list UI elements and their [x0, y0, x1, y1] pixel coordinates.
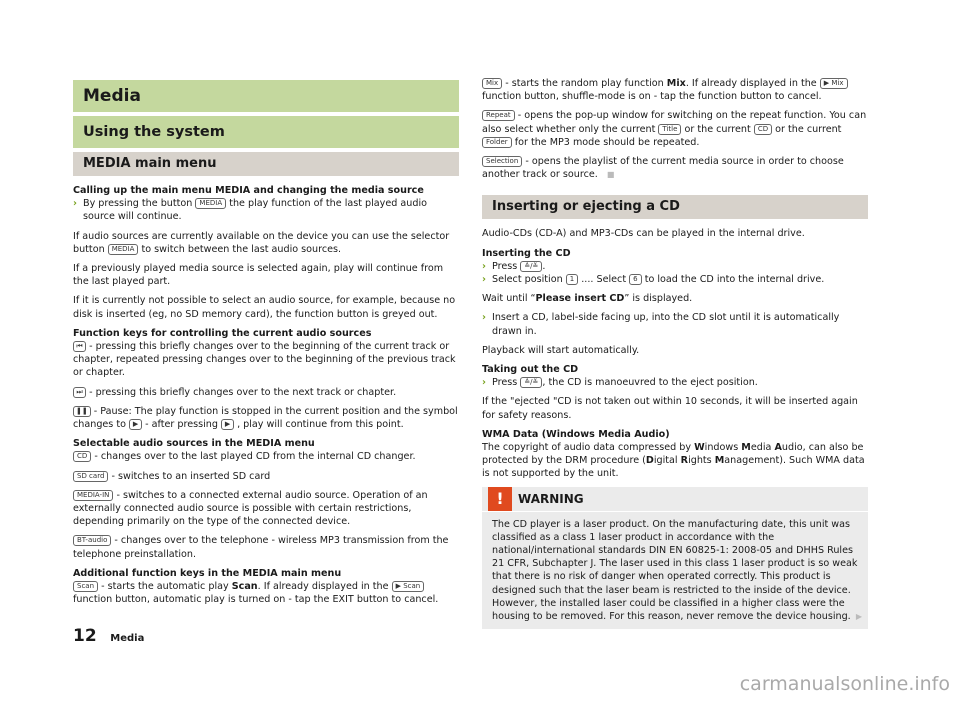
- media-in-key: MEDIA-IN: [73, 490, 113, 501]
- next-track-icon: ⏭: [73, 387, 86, 398]
- folder-key: Folder: [482, 137, 512, 148]
- paragraph: MEDIA-IN - switches to a connected external audio source. Operation of an externally connected audio source is possible with certain restrictions, depending primarily on the type of the connected device.: [73, 489, 428, 528]
- additional-keys-heading: Additional function keys in the MEDIA main menu: [73, 567, 342, 579]
- section-title: Using the system: [73, 116, 459, 148]
- warning-text: The CD player is a laser product. On the manufacturing date, this unit was classified as a class 1 laser product in accordance with the national/international standards DIN EN 60825-1: 2008-05 and DHHS Rules 21 CFR, Subchapter J. The laser used in this class 1 laser product is so weak that there is no risk of danger when operated correctly. This product is designed such that the laser beam is restricted to the inside of the device. However, the installed laser could be classified in a higher class were the housing to be removed. For this reason, never remove the device housing.: [492, 518, 858, 623]
- bullet-item: › By pressing the button MEDIA the play function of the last played audio source will continue.: [73, 198, 427, 223]
- paragraph: If the "ejected "CD is not taken out within 10 seconds, it will be inserted again for safety reasons.: [482, 396, 858, 421]
- wma-heading: WMA Data (Windows Media Audio): [482, 428, 670, 440]
- bullet-arrow-icon: ›: [482, 312, 486, 324]
- paragraph: If it is currently not possible to select an audio source, for example, because no disk is inserted (eg, no SD memory card), the function button is greyed out.: [73, 295, 456, 320]
- bullet-arrow-icon: ›: [482, 377, 486, 389]
- scan-key: Scan: [73, 581, 98, 592]
- bt-audio-key: BT-audio: [73, 535, 111, 546]
- inserting-section-title: Inserting or ejecting a CD: [482, 195, 868, 219]
- paragraph: Selection - opens the playlist of the current media source in order to choose another track or source. ■: [482, 156, 844, 181]
- eject-key: ≙/≚: [520, 261, 542, 272]
- position-1-key: 1: [566, 274, 578, 285]
- inserting-heading: Inserting the CD: [482, 247, 571, 259]
- bullet-item: › Press ≙/≚ .: [482, 260, 546, 272]
- paragraph: ⏭ - pressing this briefly changes over to the next track or chapter.: [73, 386, 459, 399]
- mix-function-key: ▶ Mix: [820, 78, 848, 89]
- paragraph: The copyright of audio data compressed by Windows Media Audio, can also be protected by the DRM procedure (Digital Rights Management). Such WMA data is not supported by the unit.: [482, 442, 865, 480]
- play-icon: ▶: [129, 419, 142, 430]
- warning-box: [482, 487, 868, 630]
- bullet-arrow-icon: ›: [73, 198, 77, 210]
- paragraph: BT-audio - changes over to the telephone - wireless MP3 transmission from the telephone preinstallation.: [73, 535, 449, 560]
- continue-arrow-icon: ▶: [855, 612, 862, 622]
- footer-label: Media: [110, 633, 145, 644]
- sources-heading: Selectable audio sources in the MEDIA menu: [73, 438, 315, 450]
- subsection-title: MEDIA main menu: [73, 152, 459, 176]
- pause-icon: ❚❚: [73, 406, 91, 417]
- paragraph: Playback will start automatically.: [482, 344, 640, 356]
- previous-track-icon: ⏮: [73, 341, 86, 352]
- paragraph: ❚❚ - Pause: The play function is stopped in the current position and the symbol changes to ▶ - after pressing ▶ , play will continue from this point.: [73, 405, 458, 431]
- cd-key: CD: [73, 451, 91, 462]
- calling-heading: Calling up the main menu MEDIA and changing the media source: [73, 185, 424, 196]
- bullet-item: › Insert a CD, label-side facing up, into the CD slot until it is automatically drawn in.: [482, 312, 840, 337]
- media-key: MEDIA: [108, 244, 139, 255]
- paragraph: Audio-CDs (CD-A) and MP3-CDs can be played in the internal drive.: [482, 228, 805, 240]
- paragraph: Mix - starts the random play function Mix. If already displayed in the ▶ Mix function button, shuffle-mode is on - tap the function button to cancel.: [482, 77, 868, 103]
- cd-key: CD: [754, 124, 772, 135]
- scan-function-key: ▶ Scan: [392, 581, 425, 592]
- bullet-arrow-icon: ›: [482, 260, 486, 272]
- paragraph: Repeat - opens the pop-up window for switching on the repeat function. You can also select whether only the current Title or the current CD or the current Folder for the MP3 mode should be repeated.: [482, 110, 867, 148]
- warning-icon: !: [488, 487, 512, 511]
- function-keys-heading: Function keys for controlling the current audio sources: [73, 327, 372, 339]
- watermark: carmanualsonline.info: [739, 673, 950, 695]
- paragraph: If audio sources are currently available on the device you can use the selector button MEDIA to switch between the last audio sources.: [73, 230, 450, 255]
- taking-out-heading: Taking out the CD: [482, 364, 579, 376]
- paragraph: Wait until “Please insert CD” is displayed.: [482, 293, 693, 305]
- title-key: Title: [658, 124, 681, 135]
- media-key: MEDIA: [195, 198, 226, 209]
- bullet-item: › Select position 1 .... Select 6 to load the CD into the internal drive.: [482, 274, 825, 286]
- warning-header: [482, 487, 868, 512]
- paragraph: Scan - starts the automatic play Scan. If already displayed in the ▶ Scan function button, automatic play is turned on - tap the EXIT button to cancel.: [73, 581, 439, 606]
- paragraph: If a previously played media source is selected again, play will continue from the last played part.: [73, 263, 444, 288]
- chapter-title: Media: [73, 80, 459, 112]
- left-column: [73, 80, 459, 612]
- repeat-key: Repeat: [482, 110, 515, 121]
- paragraph: SD card - switches to an inserted SD card: [73, 470, 459, 483]
- right-column: [482, 77, 868, 629]
- mix-key: Mix: [482, 78, 502, 89]
- page-number: 12: [73, 626, 97, 646]
- warning-title: WARNING: [518, 491, 584, 506]
- page-footer: [73, 626, 144, 646]
- sd-card-key: SD card: [73, 471, 108, 482]
- play-icon: ▶: [221, 419, 234, 430]
- selection-key: Selection: [482, 156, 522, 167]
- eject-key: ≙/≚: [520, 377, 542, 388]
- bullet-item: › Press ≙/≚ , the CD is manoeuvred to the eject position.: [482, 377, 758, 389]
- position-6-key: 6: [629, 274, 641, 285]
- paragraph: CD - changes over to the last played CD from the internal CD changer.: [73, 450, 459, 463]
- section-end-icon: ■: [606, 170, 615, 180]
- bullet-arrow-icon: ›: [482, 274, 486, 286]
- paragraph: ⏮ - pressing this briefly changes over to the beginning of the current track or chapter, repeated pressing changes over to the beginning of the previous track or chapter.: [73, 341, 456, 379]
